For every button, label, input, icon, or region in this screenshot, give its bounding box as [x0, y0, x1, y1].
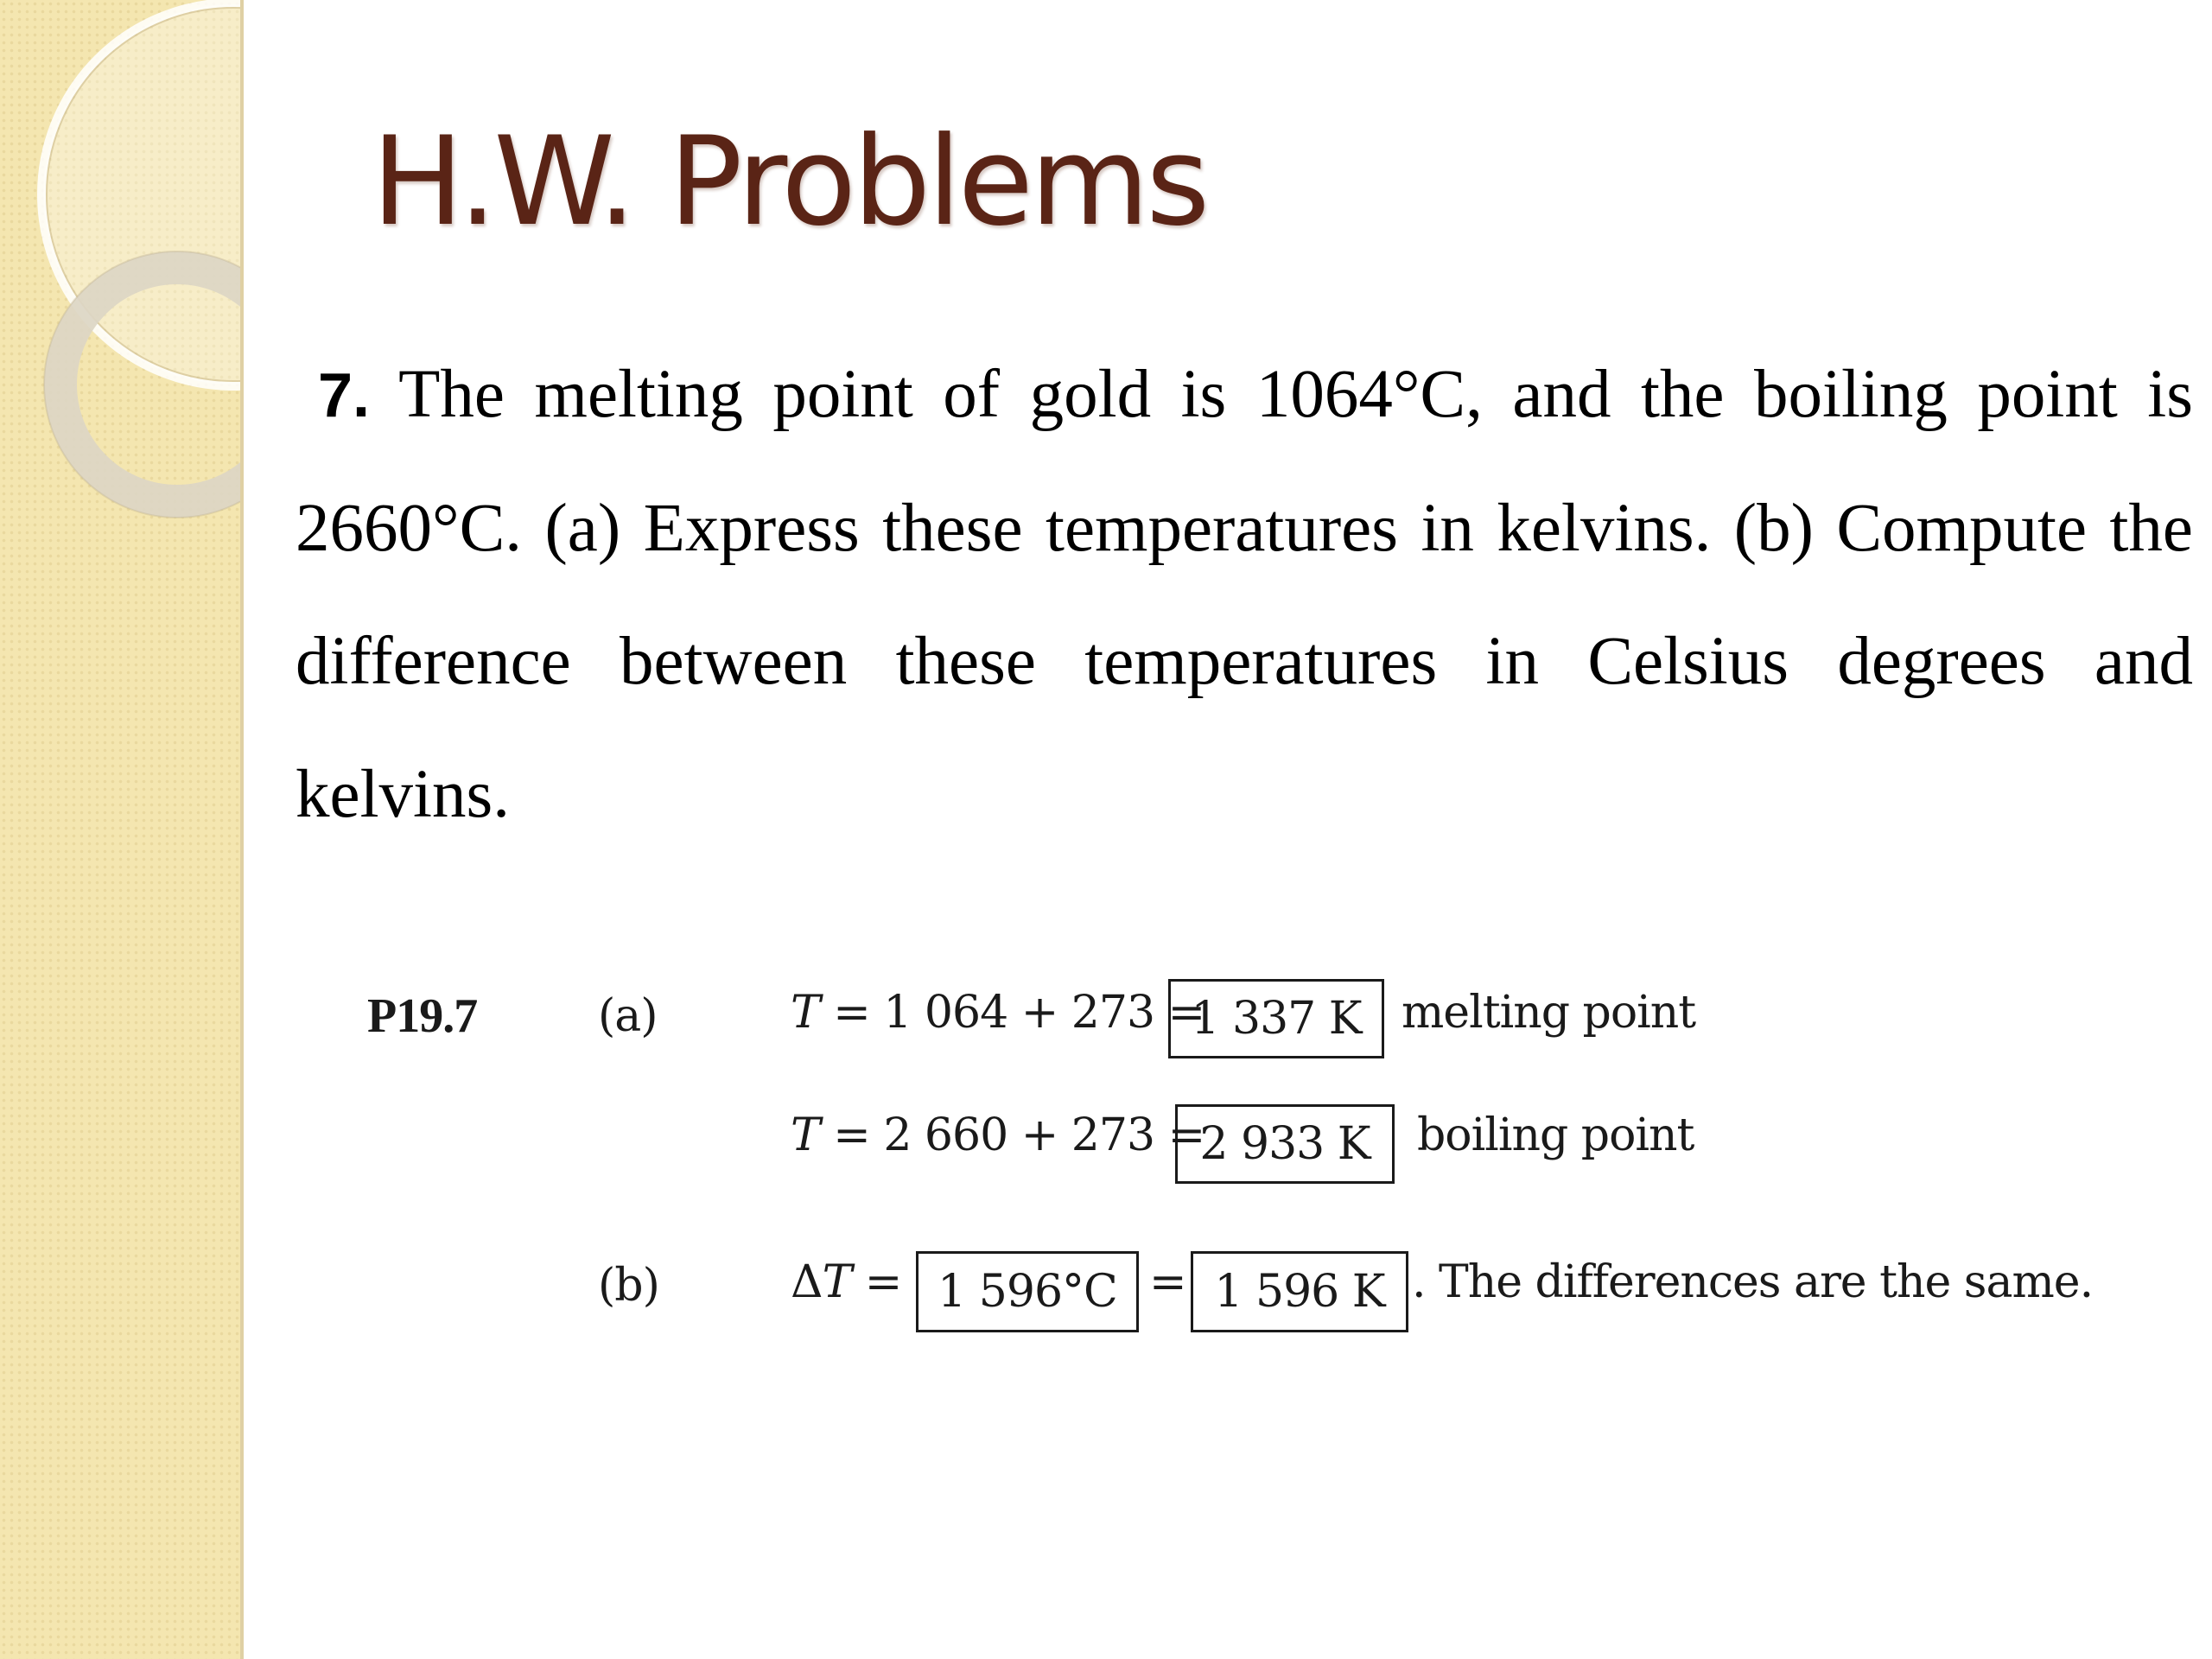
- slide-title: H.W. Problems: [372, 111, 1207, 253]
- answer-box-celsius-difference: 1 596°C: [916, 1251, 1139, 1332]
- problem-statement: [296, 328, 2193, 861]
- answer-box-melting: 1 337 K: [1168, 979, 1384, 1058]
- problem-text: The melting point of gold is 1064°C, and the boiling point is 2660°C. (a) Express these temperatures in kelvins. (b) Compute the difference between these temperatures in Celsius degrees and kelvins.: [296, 357, 2194, 832]
- note-boiling-point: boiling point: [1417, 1109, 1694, 1161]
- answer-box-boiling: 2 933 K: [1175, 1104, 1395, 1184]
- answer-box-kelvin-difference: 1 596 K: [1191, 1251, 1408, 1332]
- decorative-rings-graphic: [0, 0, 244, 1659]
- decorative-sidebar: [0, 0, 244, 1659]
- solution-label: P19.7: [367, 989, 478, 1043]
- part-a-label: (a): [598, 990, 658, 1042]
- equation-difference: ΔT =: [791, 1256, 902, 1308]
- equation-boiling: T = 2 660 + 273 =: [791, 1109, 1205, 1161]
- equation-melting: T = 1 064 + 273 =: [791, 987, 1205, 1039]
- equals-sign: =: [1149, 1256, 1186, 1308]
- problem-number: 7.: [318, 361, 371, 430]
- note-melting-point: melting point: [1402, 987, 1696, 1039]
- note-differences-same: . The differences are the same.: [1412, 1256, 2094, 1308]
- part-b-label: (b): [598, 1260, 659, 1312]
